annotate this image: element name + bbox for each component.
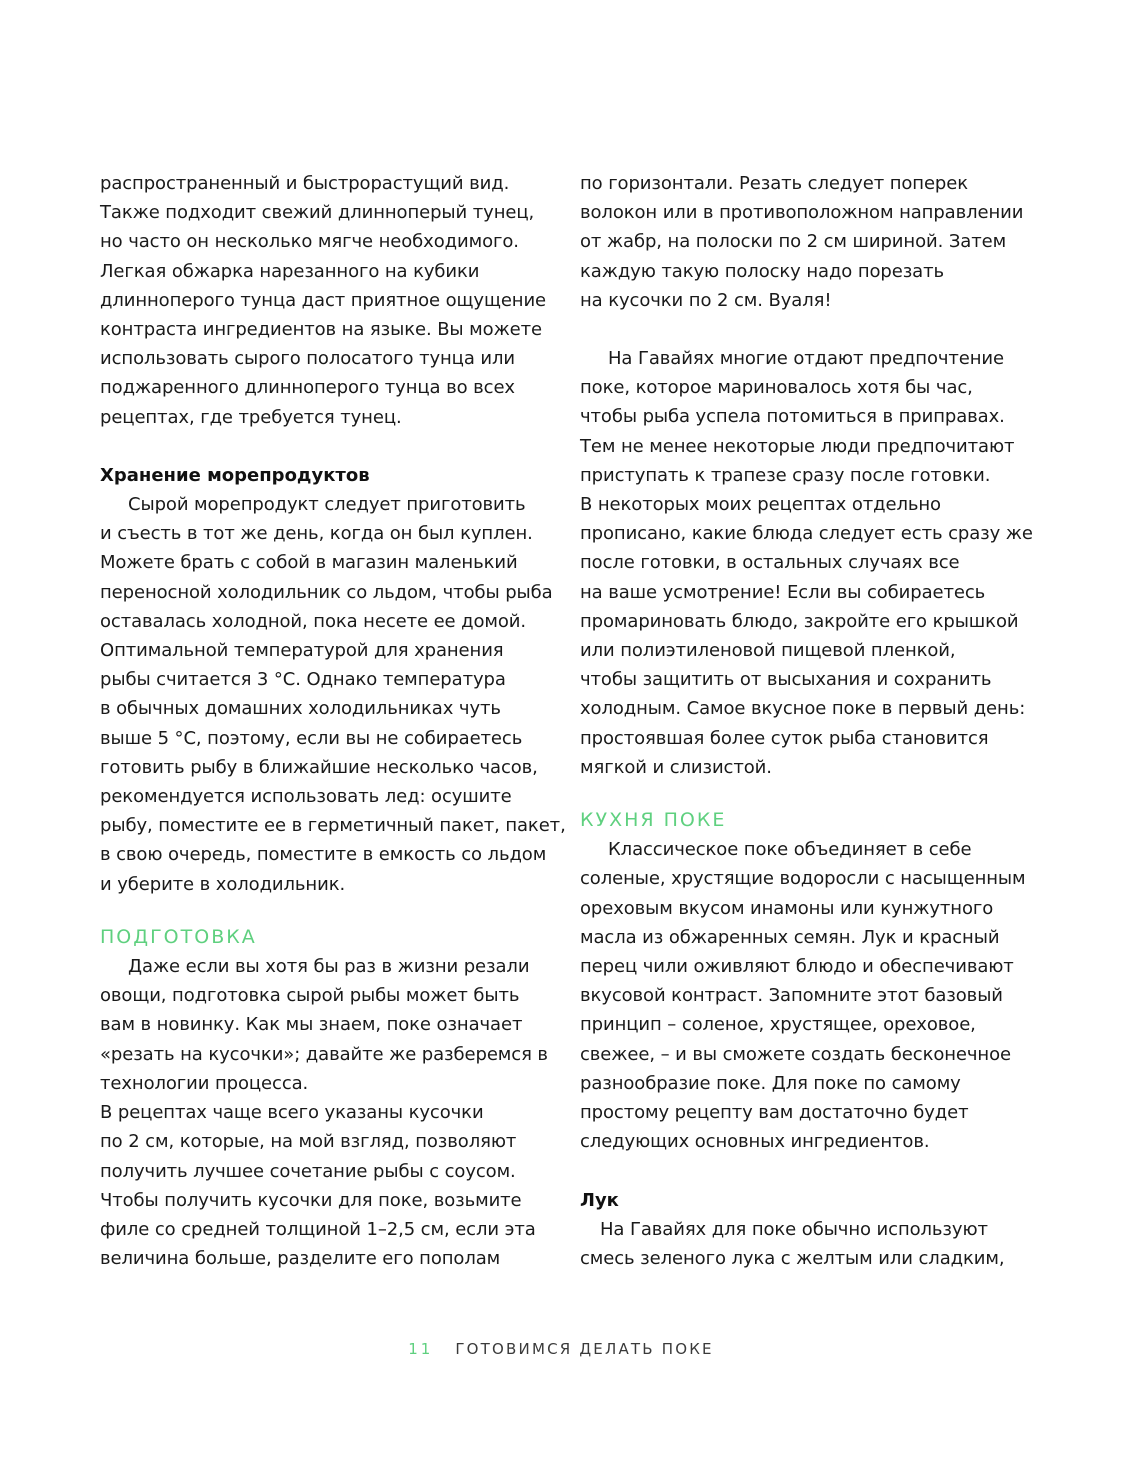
text-line: и уберите в холодильник. (100, 873, 346, 895)
text-line: Легкая обжарка нарезанного на кубики (100, 260, 480, 282)
text-line: принцип – соленое, хрустящее, ореховое, (580, 1014, 976, 1036)
text-line: масла из обжаренных семян. Лук и красный (580, 926, 1000, 948)
text-line: переносной холодильник со льдом, чтобы рыба (100, 581, 553, 603)
text-line: но часто он несколько мягче необходимого. (100, 231, 519, 253)
text-line: выше 5 °C, поэтому, если вы не собираетесь (100, 727, 523, 749)
paragraph-storage (100, 490, 566, 899)
paragraph-preparation (100, 952, 548, 1273)
text-line: На Гавайях для поке обычно используют (600, 1218, 988, 1240)
text-line: простому рецепту вам достаточно будет (580, 1102, 969, 1124)
text-line: холодным. Самое вкусное поке в первый день: (580, 698, 1026, 720)
paragraph-intro-continued (100, 169, 547, 432)
text-line: соленые, хрустящие водоросли с насыщенным (580, 868, 1026, 890)
paragraph-onion (580, 1215, 1020, 1273)
text-line: оставалась холодной, пока несете ее домой. (100, 610, 527, 632)
text-line: приступать к трапезе сразу после готовки. (580, 464, 991, 486)
text-line: вам в новинку. Как мы знаем, поке означает (100, 1014, 523, 1036)
paragraph-poke-cuisine (580, 835, 1026, 1156)
storage-subheading: Хранение морепродуктов (100, 464, 370, 486)
text-line: Сырой морепродукт следует приготовить (128, 494, 526, 516)
section-title-preparation: ПОДГОТОВКА (100, 925, 257, 948)
text-line: в свою очередь, поместите в емкость со льдом (100, 844, 547, 866)
text-line: по 2 см, которые, на мой взгляд, позволяют (100, 1131, 517, 1153)
text-line: «резать на кусочки»; давайте же разберемся в (100, 1043, 548, 1065)
onion-subheading: Лук (580, 1189, 619, 1211)
text-line: ореховым вкусом инамоны или кунжутного (580, 897, 994, 919)
text-line: использовать сырого полосатого тунца или (100, 348, 515, 370)
text-line: вкусовой контраст. Запомните этот базовый (580, 985, 1003, 1007)
text-line: от жабр, на полоски по 2 см шириной. Затем (580, 231, 1007, 253)
text-line: длинноперого тунца даст приятное ощущение (100, 289, 547, 311)
text-line: после готовки, в остальных случаях все (580, 552, 960, 574)
text-line: простоявшая более суток рыба становится (580, 727, 989, 749)
text-line: перец чили оживляют блюдо и обеспечивают (580, 956, 1014, 978)
right-column (580, 169, 1033, 1273)
text-line: филе со средней толщиной 1–2,5 см, если эта (100, 1218, 536, 1240)
text-line: смесь зеленого лука с желтым или сладким, (580, 1247, 1005, 1269)
text-line: поке, которое мариновалось хотя бы час, (580, 377, 973, 399)
section-title-poke-cuisine: КУХНЯ ПОКЕ (580, 809, 727, 832)
text-line: в обычных домашних холодильниках чуть (100, 698, 501, 720)
text-line: получить лучшее сочетание рыбы с соусом. (100, 1160, 516, 1182)
text-line: рыбу, поместите ее в герметичный пакет, пакет, (100, 815, 566, 837)
left-column (100, 169, 566, 1273)
text-line: технологии процесса. (100, 1072, 309, 1094)
text-line: рыбы считается 3 °C. Однако температура (100, 669, 506, 691)
text-line: каждую такую полоску надо порезать (580, 260, 945, 282)
text-line: рецептах, где требуется тунец. (100, 406, 402, 428)
paragraph-marinating (580, 344, 1033, 782)
text-line: волокон или в противоположном направлении (580, 202, 1024, 224)
text-line: Чтобы получить кусочки для поке, возьмите (100, 1189, 522, 1211)
running-title: ГОТОВИМСЯ ДЕЛАТЬ ПОКЕ (455, 1340, 714, 1358)
text-line: контраста ингредиентов на языке. Вы можете (100, 319, 543, 341)
text-line: промариновать блюдо, закройте его крышкой (580, 610, 1019, 632)
text-line: Классическое поке объединяет в себе (608, 839, 972, 861)
text-line: на ваше усмотрение! Если вы собираетесь (580, 581, 986, 603)
text-line: разнообразие поке. Для поке по самому (580, 1072, 961, 1094)
text-line: и съесть в тот же день, когда он был куплен. (100, 523, 533, 545)
text-line: В некоторых моих рецептах отдельно (580, 494, 941, 516)
text-line: по горизонтали. Резать следует поперек (580, 173, 969, 194)
text-line: на кусочки по 2 см. Вуаля! (580, 289, 832, 311)
text-line: На Гавайях многие отдают предпочтение (608, 348, 1005, 370)
text-line: овощи, подготовка сырой рыбы может быть (100, 985, 520, 1007)
text-line: или полиэтиленовой пищевой пленкой, (580, 640, 956, 662)
text-line: следующих основных ингредиентов. (580, 1131, 930, 1153)
text-line: поджаренного длинноперого тунца во всех (100, 377, 515, 399)
text-line: Также подходит свежий длинноперый тунец, (100, 202, 535, 224)
text-line: В рецептах чаще всего указаны кусочки (100, 1102, 484, 1124)
text-line: Оптимальной температурой для хранения (100, 640, 504, 662)
page-footer (0, 1340, 1122, 1358)
text-line: чтобы защитить от высыхания и сохранить (580, 669, 992, 691)
text-line: величина больше, разделите его пополам (100, 1248, 501, 1270)
text-line: Тем не менее некоторые люди предпочитают (580, 435, 1015, 457)
text-line: готовить рыбу в ближайшие несколько часов, (100, 756, 538, 778)
page-number: 11 (408, 1340, 434, 1358)
text-line: Даже если вы хотя бы раз в жизни резали (128, 956, 530, 978)
text-line: мягкой и слизистой. (580, 756, 772, 778)
paragraph-cutting-continued (580, 169, 1024, 315)
text-line: распространенный и быстрорастущий вид. (100, 173, 510, 194)
text-line: чтобы рыба успела потомиться в приправах. (580, 406, 1005, 428)
text-line: рекомендуется использовать лед: осушите (100, 786, 512, 808)
text-line: прописано, какие блюда следует есть сразу же (580, 523, 1033, 545)
text-line: Можете брать с собой в магазин маленький (100, 552, 518, 574)
text-line: свежее, – и вы сможете создать бесконечное (580, 1043, 1011, 1065)
